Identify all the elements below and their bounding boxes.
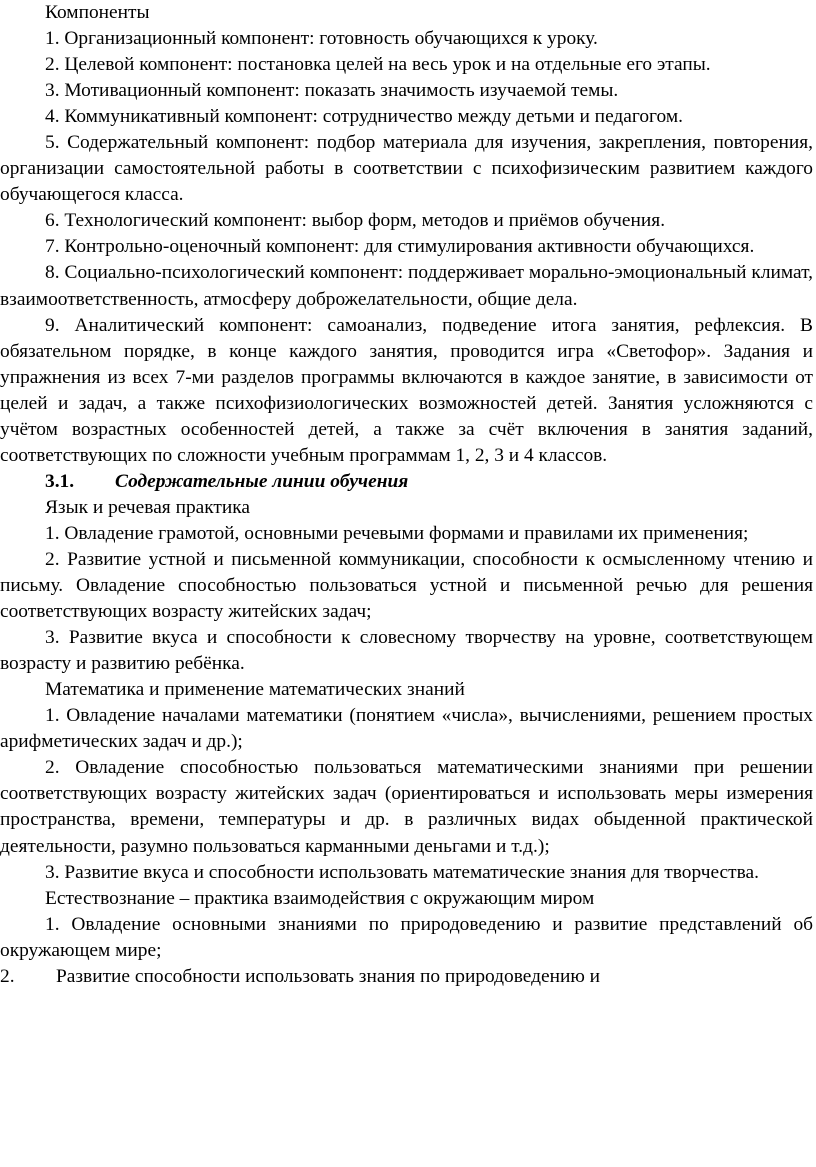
math-title: Математика и применение математических знаний xyxy=(45,679,465,701)
component-item: 5. Содержательный компонент: подбор материала для изучения, закрепления, повторения, организации самостоятельной работы в соответствии с психофизическим развитием каждого обучающегося класса. xyxy=(0,132,813,206)
component-item: 8. Социально-психологический компонент: поддерживает морально-эмоциональный климат, взаимоответственность, атмосферу доброжелательности, общие дела. xyxy=(0,262,813,310)
language-item: 2. Развитие устной и письменной коммуникации, способности к осмысленному чтению и письму. Овладение способностью пользоваться устной и письменной речью для решения соответствующих возрасту житейских задач; xyxy=(0,548,813,623)
nature-title: Естествознание – практика взаимодействия с окружающим миром xyxy=(45,887,595,909)
language-item: 1. Овладение грамотой, основными речевыми формами и правилами их применения; xyxy=(45,522,749,544)
component-item: 6. Технологический компонент: выбор форм, методов и приёмов обучения. xyxy=(45,210,666,232)
component-item: 2. Целевой компонент: постановка целей на весь урок и на отдельные его этапы. xyxy=(45,54,711,76)
math-item: 3. Развитие вкуса и способности использовать математические знания для творчества. xyxy=(45,861,759,883)
component-item: 3. Мотивационный компонент: показать значимость изучаемой темы. xyxy=(45,80,619,102)
nature-item: 1. Овладение основными знаниями по природоведению и развитие представлений об окружающем мире; xyxy=(0,913,813,961)
component-item: 7. Контрольно-оценочный компонент: для стимулирования активности обучающихся. xyxy=(45,236,755,258)
nature-item-number: 2. xyxy=(0,965,15,987)
section-title: Содержательные линии обучения xyxy=(115,470,409,492)
section-heading xyxy=(0,469,813,495)
components-title: Компоненты xyxy=(45,2,150,23)
math-item: 1. Овладение началами математики (понятием «числа», вычислениями, решением простых арифметических задач и др.); xyxy=(0,705,813,753)
component-item: 4. Коммуникативный компонент: сотрудничество между детьми и педагогом. xyxy=(45,106,683,128)
component-item: 1. Организационный компонент: готовность обучающихся к уроку. xyxy=(45,28,598,50)
component-item: 9. Аналитический компонент: самоанализ, подведение итога занятия, рефлексия. В обязательном порядке, в конце каждого занятия, проводится игра «Светофор». Задания и упражнения из всех 7-ми разделов программы включаются в каждое занятие, в зависимости от целей и задач, а также психофизиологических возможностей детей. Занятия усложняются с учётом возрастных особенностей детей, а также за счёт включения в занятия заданий, соответствующих по сложности учебным программам 1, 2, 3 и 4 классов. xyxy=(0,314,813,466)
nature-item-text: Развитие способности использовать знания по природоведению и xyxy=(56,965,601,987)
nature-item-last xyxy=(0,964,813,990)
math-item: 2. Овладение способностью пользоваться математическими знаниями при решении соответствующих возрасту житейских задач (ориентироваться и использовать меры измерения пространства, времени, температуры и др. в различных видах обыденной практической деятельности, разумно пользоваться карманными деньгами и т.д.); xyxy=(0,757,813,857)
language-item: 3. Развитие вкуса и способности к словесному творчеству на уровне, соответствующем возрасту и развитию ребёнка. xyxy=(0,627,813,675)
language-title: Язык и речевая практика xyxy=(45,496,250,518)
section-number: 3.1. xyxy=(45,470,75,492)
